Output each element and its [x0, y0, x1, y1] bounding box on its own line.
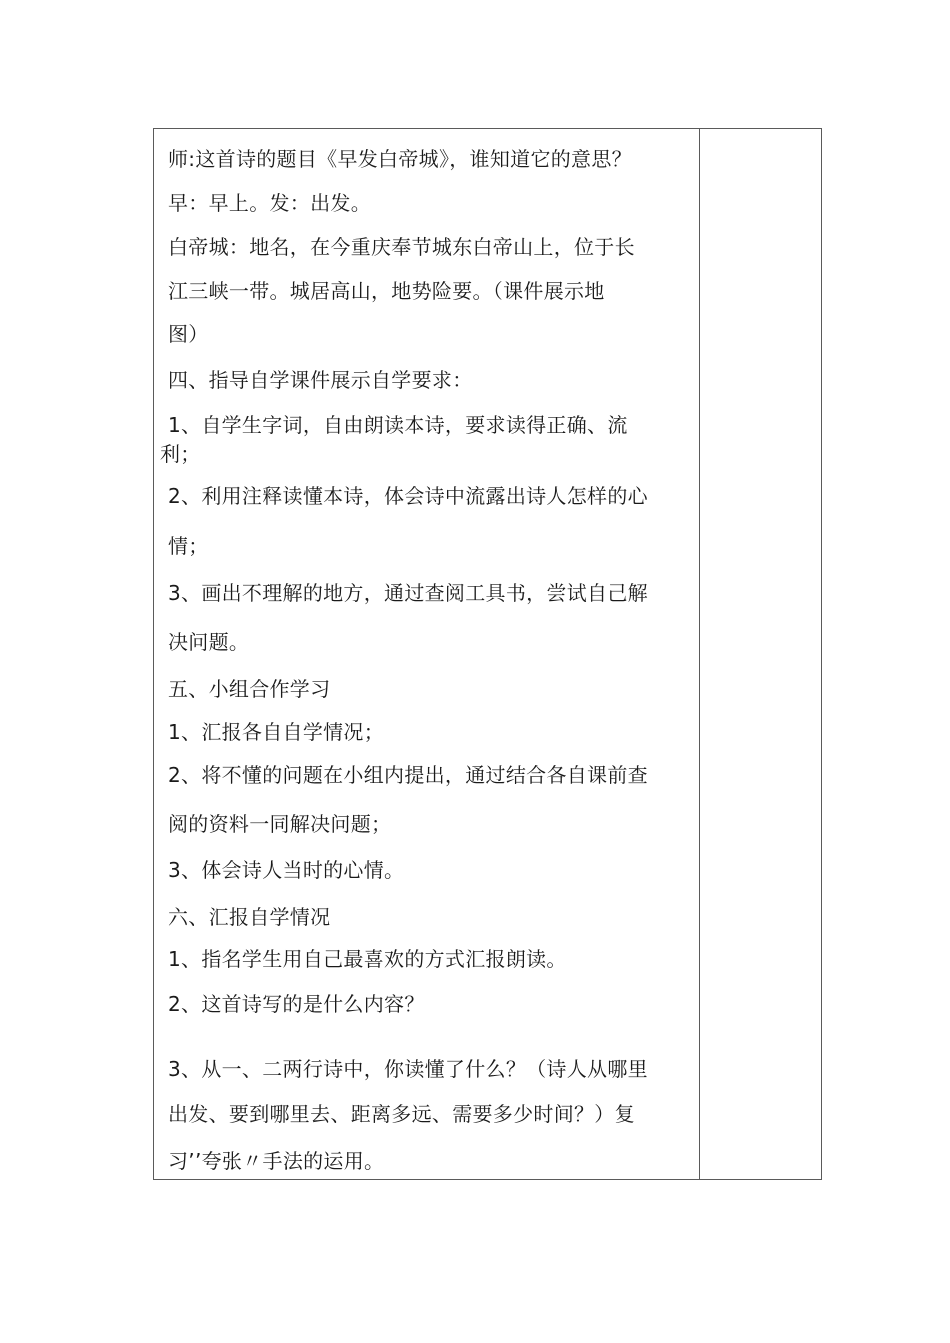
section-heading: 四、指导自学课件展示自学要求： — [168, 368, 473, 392]
text-line: 利； — [160, 442, 201, 466]
text-line: 3、画出不理解的地方，通过查阅工具书，尝试自己解 — [168, 581, 648, 605]
text-line: 1、汇报各自自学情况； — [168, 720, 385, 744]
text-line: 图） — [168, 322, 209, 346]
text-line: 阅的资料一同解决问题； — [168, 812, 392, 836]
section-heading: 六、汇报自学情况 — [168, 905, 331, 929]
text-line: 师:这首诗的题目《早发白帝城》，谁知道它的意思？ — [168, 147, 632, 171]
text-line: 决问题。 — [168, 630, 250, 654]
text-line: 1、指名学生用自己最喜欢的方式汇报朗读。 — [168, 947, 567, 971]
text-line: 情； — [168, 534, 209, 558]
text-line: 出发、要到哪里去、距离多远、需要多少时间？）复 — [168, 1102, 635, 1126]
notes-cell — [700, 129, 821, 1179]
text-line: 1、自学生字词，自由朗读本诗，要求读得正确、流 — [168, 413, 628, 437]
lesson-plan-table — [153, 128, 822, 1180]
text-line: 白帝城：地名，在今重庆奉节城东白帝山上，位于长 — [168, 235, 635, 259]
text-line: 2、将不懂的问题在小组内提出，通过结合各自课前查 — [168, 763, 648, 787]
text-line: 3、从一、二两行诗中，你读懂了什么？（诗人从哪里 — [168, 1057, 648, 1081]
text-line: 早：早上。发：出发。 — [168, 191, 371, 215]
text-line: 2、这首诗写的是什么内容？ — [168, 992, 425, 1016]
text-line: 2、利用注释读懂本诗，体会诗中流露出诗人怎样的心 — [168, 484, 648, 508]
text-line: 习’’夸张〃手法的运用。 — [168, 1149, 385, 1173]
section-heading: 五、小组合作学习 — [168, 677, 331, 701]
text-line: 江三峡一带。城居高山，地势险要。（课件展示地 — [168, 279, 605, 303]
text-line: 3、体会诗人当时的心情。 — [168, 858, 405, 882]
